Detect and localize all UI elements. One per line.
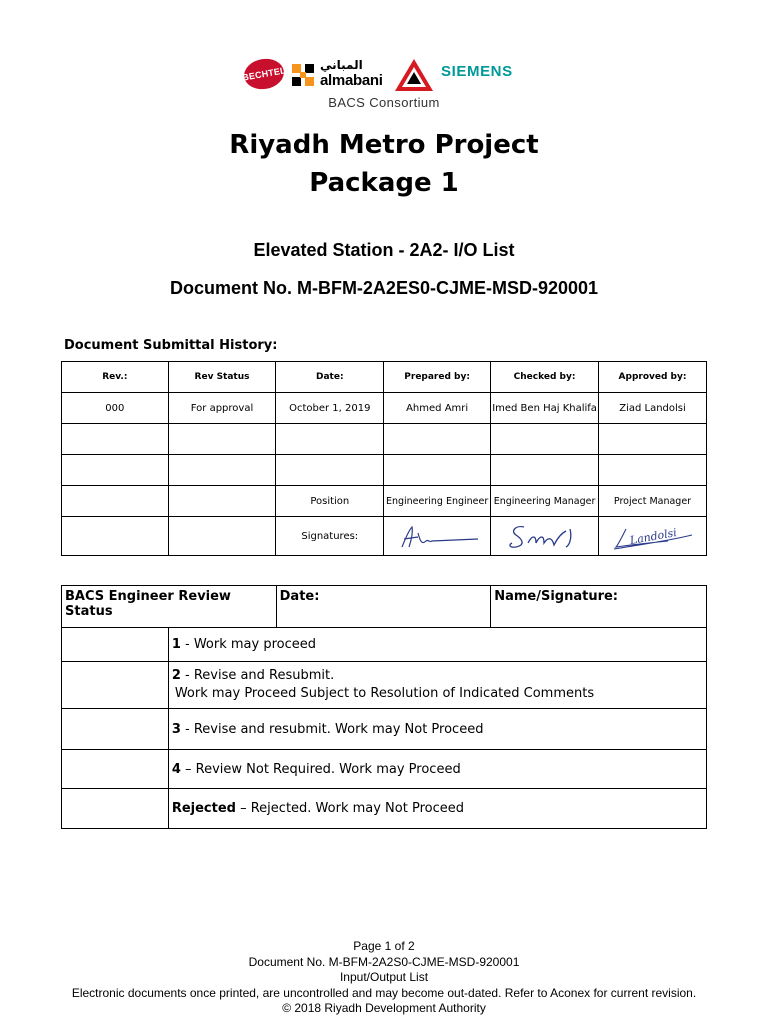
history-cell	[62, 486, 169, 517]
position-row	[62, 486, 707, 517]
review-item-row	[62, 662, 707, 709]
history-row	[62, 455, 707, 486]
history-cell	[62, 424, 169, 455]
history-cell	[168, 455, 276, 486]
review-item-text	[168, 628, 706, 662]
review-checkbox-cell	[62, 709, 169, 750]
signature-checked	[491, 517, 599, 556]
history-cell	[599, 455, 707, 486]
review-item-row	[62, 750, 707, 789]
footer-page-number: Page 1 of 2	[353, 939, 415, 953]
review-item-code: 1	[171, 637, 181, 652]
footer-document-number: Document No. M-BFM-2A2S0-CJME-MSD-920001	[248, 954, 520, 969]
signature-approved-image	[608, 519, 698, 553]
review-item-desc-line2: Work may Proceed Subject to Resolution of Indicated Comments	[174, 686, 595, 701]
project-title: Riyadh Metro Project	[229, 130, 539, 160]
submittal-history-label: Document Submittal History:	[64, 338, 278, 353]
page-footer	[0, 939, 768, 1017]
review-item-code: Rejected	[171, 801, 236, 816]
review-item-code: 4	[171, 761, 181, 777]
history-col-approved-by: Approved by:	[599, 362, 707, 393]
review-checkbox-cell	[62, 662, 169, 709]
signatures-label: Signatures:	[276, 517, 384, 556]
history-cell: Ahmed Amri	[384, 393, 491, 424]
almabani-text: almabani	[320, 72, 383, 89]
signature-approved	[599, 517, 707, 556]
review-item-text	[168, 662, 706, 709]
review-item-desc: - Revise and resubmit. Work may Not Proceed	[180, 721, 484, 737]
history-cell	[168, 486, 276, 517]
position-prepared: Engineering Engineer	[384, 486, 491, 517]
review-item-desc: – Review Not Required. Work may Proceed	[180, 761, 461, 777]
review-item-desc: - Revise and Resubmit.	[180, 668, 335, 683]
position-approved: Project Manager	[599, 486, 707, 517]
consortium-name: BACS Consortium	[328, 95, 440, 110]
history-cell: Ziad Landolsi	[599, 393, 707, 424]
almabani-arabic-text: المباني	[320, 58, 363, 72]
review-header-name-signature: Name/Signature:	[491, 586, 707, 628]
review-header-status: BACS Engineer Review Status	[62, 586, 277, 628]
history-cell	[491, 424, 599, 455]
submittal-history-table	[61, 361, 707, 556]
review-item-row	[62, 709, 707, 750]
document-subtitle: Elevated Station - 2A2- I/O List	[253, 240, 515, 260]
review-item-desc: - Work may proceed	[180, 637, 316, 652]
signature-approved-text: Landolsi	[628, 526, 678, 548]
footer-copyright: © 2018 Riyadh Development Authority	[282, 1001, 486, 1015]
review-item-row	[62, 628, 707, 662]
logo-bar	[0, 56, 768, 92]
review-header-row	[62, 586, 707, 628]
almabani-mark-icon	[292, 64, 314, 86]
footer-notice: Electronic documents once printed, are uncontrolled and may become out-dated. Refer to Aconex for current revision.	[71, 985, 697, 1000]
history-col-prepared-by: Prepared by:	[384, 362, 491, 393]
history-cell	[384, 424, 491, 455]
review-checkbox-cell	[62, 789, 169, 829]
position-label: Position	[276, 486, 384, 517]
signature-prepared	[384, 517, 491, 556]
history-header-row	[62, 362, 707, 393]
footer-document-title: Input/Output List	[339, 970, 429, 984]
history-row	[62, 424, 707, 455]
review-status-table	[61, 585, 707, 829]
siemens-logo: SIEMENS	[441, 63, 513, 80]
history-cell	[168, 424, 276, 455]
review-checkbox-cell	[62, 750, 169, 789]
history-col-rev: Rev.:	[62, 362, 169, 393]
history-col-checked-by: Checked by:	[491, 362, 599, 393]
history-col-date: Date:	[276, 362, 384, 393]
history-cell	[384, 455, 491, 486]
history-cell	[62, 517, 169, 556]
history-cell: 000	[62, 393, 169, 424]
history-cell	[276, 455, 384, 486]
review-item-desc: – Rejected. Work may Not Proceed	[235, 801, 464, 816]
history-cell	[168, 517, 276, 556]
history-cell: October 1, 2019	[276, 393, 384, 424]
review-header-date: Date:	[276, 586, 491, 628]
review-item-code: 3	[171, 721, 181, 737]
history-cell: For approval	[168, 393, 276, 424]
position-checked: Engineering Manager	[491, 486, 599, 517]
almabani-logo	[292, 58, 388, 90]
review-checkbox-cell	[62, 628, 169, 662]
history-cell: Imed Ben Haj Khalifa	[491, 393, 599, 424]
review-item-text	[168, 789, 706, 829]
history-cell	[62, 455, 169, 486]
review-item-text	[168, 709, 706, 750]
bechtel-logo	[242, 56, 287, 92]
history-row	[62, 393, 707, 424]
signature-prepared-image	[392, 519, 482, 553]
package-title: Package 1	[309, 168, 459, 198]
history-col-rev-status: Rev Status	[168, 362, 276, 393]
history-cell	[276, 424, 384, 455]
bechtel-logo-text: BECHTEL	[241, 65, 287, 83]
history-cell	[599, 424, 707, 455]
signatures-row	[62, 517, 707, 556]
review-item-code: 2	[171, 668, 181, 683]
signature-checked-image	[500, 519, 590, 553]
review-item-row	[62, 789, 707, 829]
history-cell	[491, 455, 599, 486]
review-item-text	[168, 750, 706, 789]
triangle-logo-icon	[394, 58, 434, 92]
document-number: Document No. M-BFM-2A2ES0-CJME-MSD-920001	[169, 278, 599, 298]
